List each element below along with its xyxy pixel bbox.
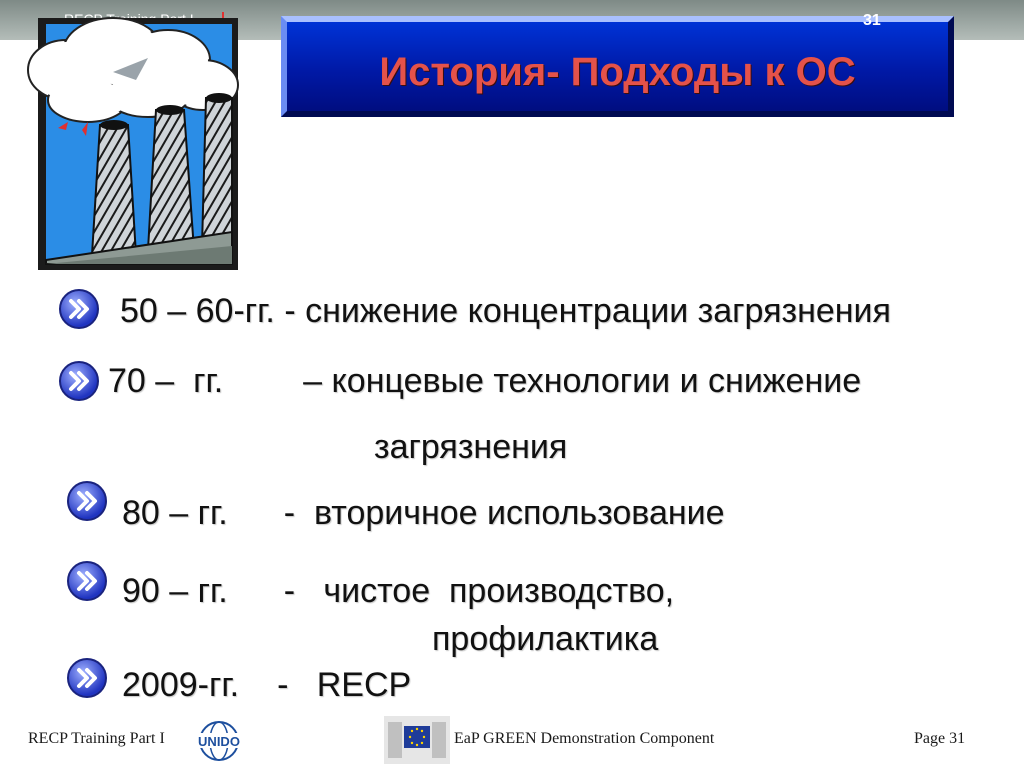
slide-title: История- Подходы к ОС	[379, 50, 856, 94]
footer-left-text: RECP Training Part I	[28, 730, 165, 747]
item-description: чистое производство,	[323, 572, 675, 610]
item-period: 70 – гг.	[108, 362, 224, 400]
footer-center-text: EaP GREEN Demonstration Component	[454, 730, 715, 747]
item-period: 90 – гг.	[122, 572, 228, 610]
item-period: 50 – 60-гг.	[120, 292, 275, 330]
item-description: вторичное использование	[313, 494, 725, 532]
item-separator: -	[283, 494, 296, 532]
timeline-item-2-continued: загрязнения	[374, 428, 568, 466]
factory-smokestacks-icon	[18, 10, 243, 275]
item-separator: -	[277, 666, 289, 704]
chevron-bullet-icon	[66, 480, 108, 522]
item-period: 80 – гг.	[122, 494, 228, 532]
item-separator: –	[303, 362, 323, 400]
timeline-item-2	[108, 362, 861, 401]
item-period: 2009-гг.	[122, 666, 240, 704]
timeline-item-4	[122, 572, 674, 611]
item-description: снижение концентрации загрязнения	[305, 292, 891, 330]
unido-logo-icon	[196, 720, 242, 762]
item-description: концевые технологии и снижение	[331, 362, 862, 400]
timeline-item-4-continued: профилактика	[432, 620, 659, 658]
timeline-item-1	[120, 292, 891, 331]
chevron-bullet-icon	[66, 560, 108, 602]
item-description: RECP	[316, 666, 412, 704]
item-separator: -	[283, 572, 296, 610]
chevron-bullet-icon	[58, 360, 100, 402]
item-separator: -	[284, 292, 296, 330]
timeline-item-5	[122, 666, 411, 705]
slide-number: 31	[863, 12, 881, 29]
eu-flag-icon	[384, 716, 450, 764]
title-banner	[281, 16, 954, 117]
chevron-bullet-icon	[58, 288, 100, 330]
timeline-item-3	[122, 494, 725, 533]
unido-logo-text: UNIDO	[198, 734, 240, 749]
page-number: Page 31	[914, 730, 966, 747]
chevron-bullet-icon	[66, 657, 108, 699]
